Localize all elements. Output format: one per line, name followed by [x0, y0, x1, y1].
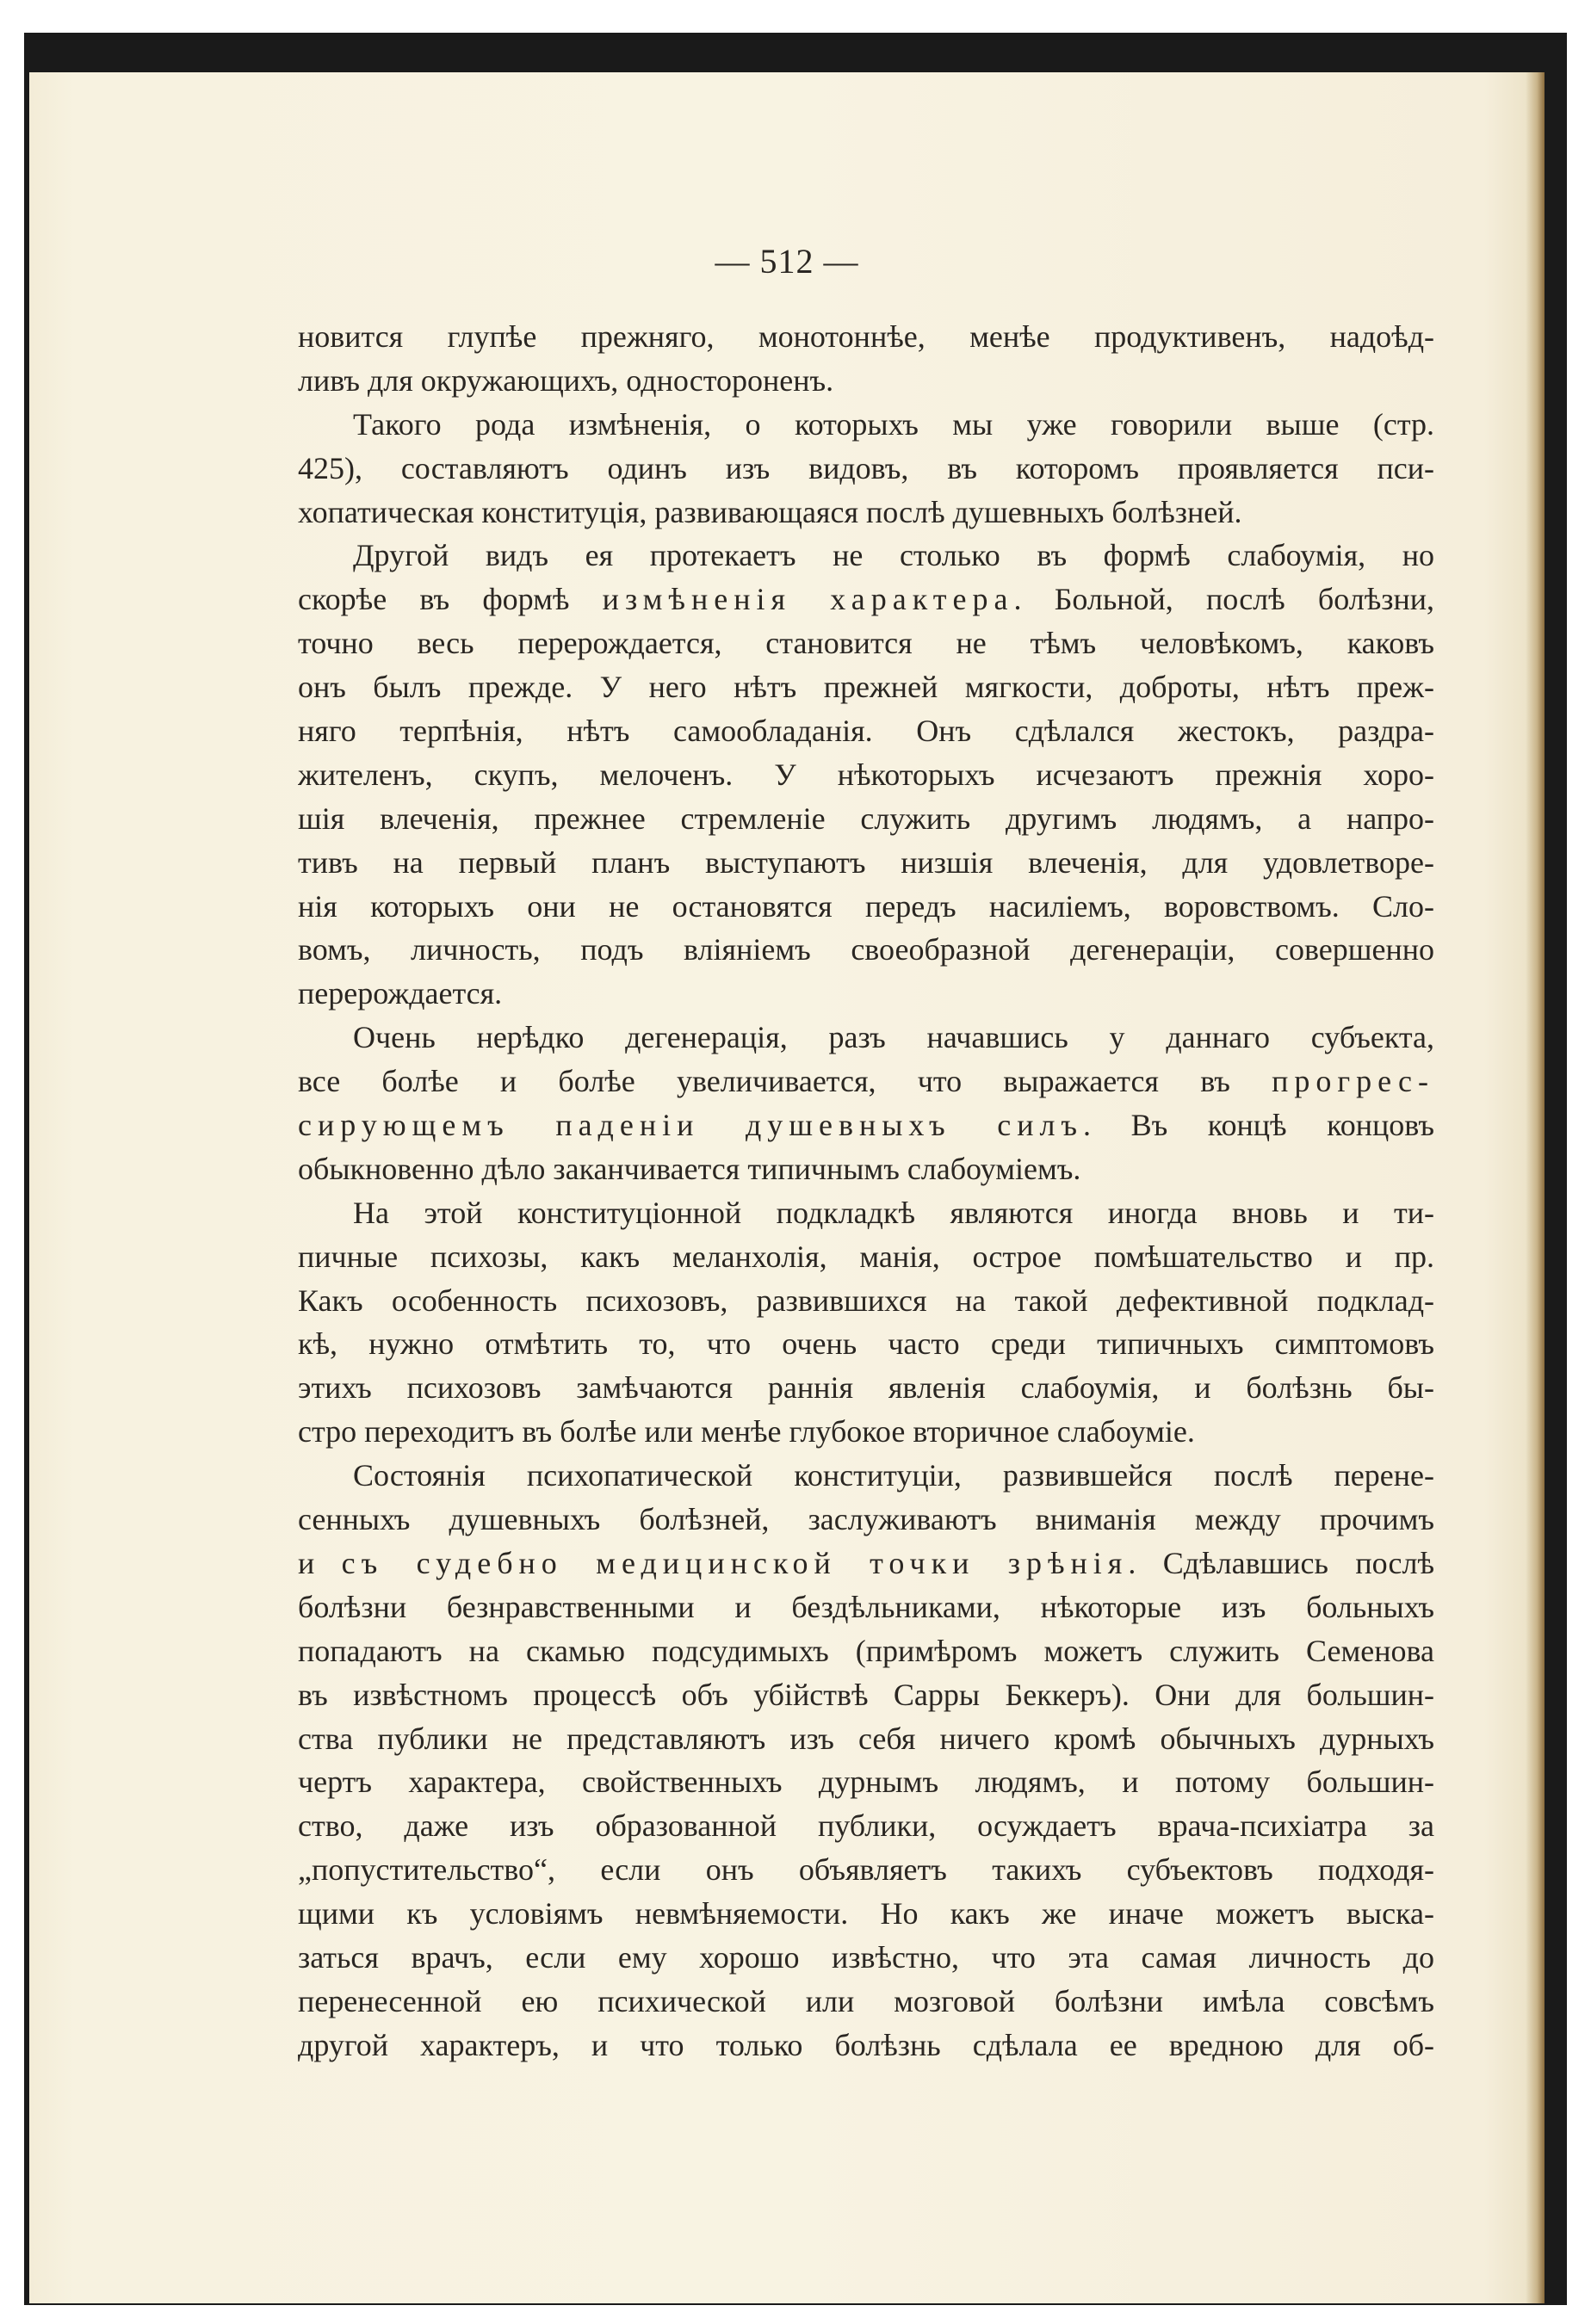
text-line: перерождается.	[298, 976, 503, 1011]
text-line: точно весь перерождается, становится не тѣмъ человѣкомъ, каковъ	[298, 626, 1434, 661]
text-line: заться врачъ, если ему хорошо извѣстно, что эта самая личность до	[298, 1939, 1434, 1975]
text-line: хопатическая конституція, развивающаяся послѣ душевныхъ болѣзней.	[298, 494, 1242, 529]
text-line: новится глупѣе прежняго, монотоннѣе, менѣе продуктивенъ, надоѣд-	[298, 319, 1434, 354]
page-gutter	[1526, 72, 1545, 2303]
text-line: онъ былъ прежде. У него нѣтъ прежней мягкости, доброты, нѣтъ преж-	[298, 670, 1434, 705]
text-line: Очень нерѣдко дегенерація, разъ начавшись у даннаго субъекта,	[353, 1020, 1434, 1055]
text-line: перенесенной ею психической или мозговой болѣзни имѣла совсѣмъ	[298, 1983, 1434, 2018]
book-page	[29, 72, 1545, 2303]
text-line: попадаютъ на скамью подсудимыхъ (примѣромъ можетъ служить Семенова	[298, 1633, 1434, 1668]
text-line: Состоянія психопатической конституціи, развившейся послѣ перене-	[353, 1458, 1434, 1493]
text-line: ства публики не представляютъ изъ себя ничего кромѣ обычныхъ дурныхъ	[298, 1721, 1434, 1756]
text-line: стро переходитъ въ болѣе или менѣе глубокое вторичное слабоуміе.	[298, 1414, 1195, 1449]
text-line: обыкновенно дѣло заканчивается типичнымъ слабоуміемъ.	[298, 1151, 1081, 1186]
text-line: ливъ для окружающихъ, одностороненъ.	[298, 362, 834, 398]
text-line: сенныхъ душевныхъ болѣзней, заслуживаютъ вниманія между прочимъ	[298, 1502, 1434, 1537]
line-text-segment: все болѣе и болѣе увеличивается, что выражается въ	[298, 1064, 1272, 1099]
text-line	[298, 1060, 1434, 1103]
text-line: жителенъ, скупъ, мелоченъ. У нѣкоторыхъ исчезаютъ прежнія хоро-	[298, 757, 1434, 792]
spaced-emphasis-text: измѣненія характера	[602, 582, 1014, 617]
text-line: нія которыхъ они не остановятся передъ насиліемъ, воровствомъ. Сло-	[298, 888, 1434, 924]
text-line: пичные психозы, какъ меланхолія, манія, острое помѣшательство и пр.	[298, 1239, 1434, 1274]
spaced-emphasis-text: прогрес-	[1272, 1064, 1434, 1099]
text-line: кѣ, нужно отмѣтить то, что очень часто среди типичныхъ симптомовъ	[298, 1326, 1434, 1362]
text-line: „попустительство“, если онъ объявляетъ такихъ субъектовъ подходя-	[298, 1852, 1434, 1888]
line-text-segment: и	[298, 1545, 342, 1580]
text-line: На этой конституціонной подкладкѣ являются иногда вновь и ти-	[353, 1195, 1434, 1230]
text-line: Какъ особенность психозовъ, развившихся на такой дефективной подклад-	[298, 1283, 1434, 1318]
spaced-emphasis-text: сирующемъ паденіи душевныхъ силъ	[298, 1108, 1084, 1143]
text-line	[298, 1103, 1434, 1147]
text-line: 425), составляютъ одинъ изъ видовъ, въ которомъ проявляется пси-	[298, 450, 1434, 485]
body-text	[298, 315, 1434, 2067]
page-number: — 512 —	[715, 242, 859, 281]
line-text-segment: скорѣе въ формѣ	[298, 582, 603, 617]
text-line: шія влеченія, прежнее стремленіе служить другимъ людямъ, а напро-	[298, 800, 1434, 836]
text-line: въ извѣстномъ процессѣ объ убійствѣ Сарры Беккеръ). Они для большин-	[298, 1677, 1434, 1712]
line-text-segment: . Въ концѣ концовъ	[1083, 1108, 1434, 1143]
text-line	[298, 1542, 1434, 1585]
text-line: вомъ, личность, подъ вліяніемъ своеобразной дегенераціи, совершенно	[298, 932, 1434, 967]
text-line: Другой видъ ея протекаетъ не столько въ формѣ слабоумія, но	[353, 538, 1434, 573]
spaced-emphasis-text: съ судебно медицинской точки зрѣнія	[341, 1545, 1129, 1580]
text-line: няго терпѣнія, нѣтъ самообладанія. Онъ сдѣлался жестокъ, раздра-	[298, 714, 1434, 749]
text-line: тивъ на первый планъ выступаютъ низшія влеченія, для удовлетворе-	[298, 844, 1434, 880]
text-line	[298, 578, 1434, 621]
text-line: щими къ условіямъ невмѣняемости. Но какъ же иначе можетъ выска-	[298, 1896, 1434, 1932]
line-text-segment: . Сдѣлавшись послѣ	[1128, 1545, 1434, 1580]
line-text-segment: . Больной, послѣ болѣзни,	[1013, 582, 1434, 617]
text-line: Такого рода измѣненія, о которыхъ мы уже говорили выше (стр.	[353, 406, 1434, 442]
text-line: болѣзни безнравственными и бездѣльниками, нѣкоторые изъ больныхъ	[298, 1589, 1434, 1624]
text-line: другой характеръ, и что только болѣзнь сдѣлала ее вредною для об-	[298, 2027, 1434, 2062]
text-line: ство, даже изъ образованной публики, осуждаетъ врача-психіатра за	[298, 1808, 1434, 1844]
text-line: чертъ характера, свойственныхъ дурнымъ людямъ, и потому большин-	[298, 1765, 1434, 1800]
text-line: этихъ психозовъ замѣчаются раннія явленія слабоумія, и болѣзнь бы-	[298, 1370, 1434, 1406]
